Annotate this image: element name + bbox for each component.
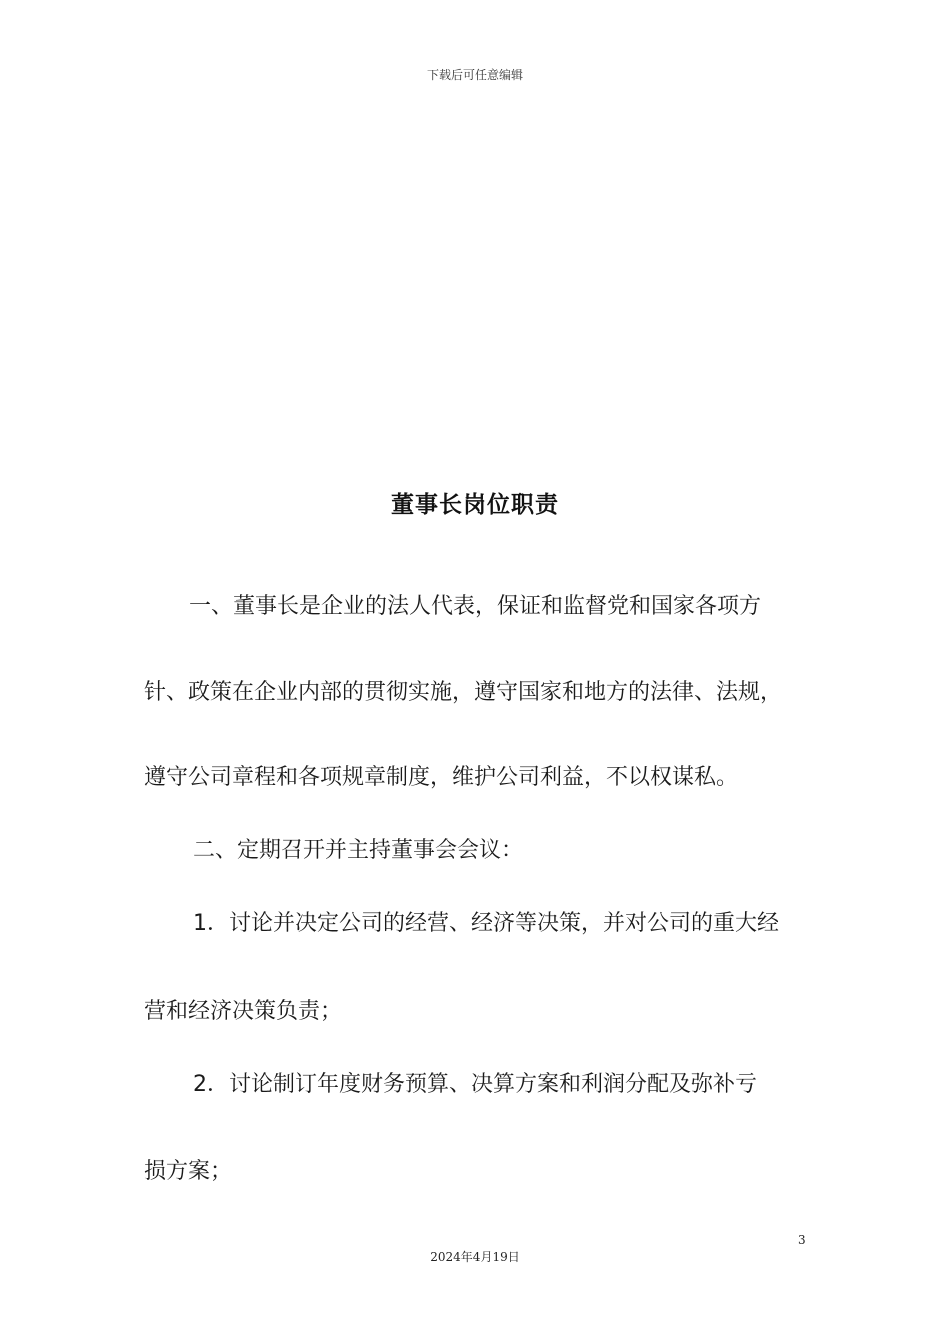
paragraph-line: 一、董事长是企业的法人代表，保证和监督党和国家各项方 [189,594,762,619]
footer-date: 2024年4月19日 [430,1250,520,1264]
paragraph-line: 损方案； [144,1159,233,1184]
paragraph-line: 二、定期召开并主持董事会会议： [193,838,524,863]
paragraph-line: 遵守公司章程和各项规章制度，维护公司利益，不以权谋私。 [144,765,739,790]
paragraph-line: 2．讨论制订年度财务预算、决算方案和利润分配及弥补亏 [193,1072,757,1097]
header-note: 下载后可任意编辑 [426,68,523,82]
paragraph-line: 1．讨论并决定公司的经营、经济等决策，并对公司的重大经 [193,911,779,936]
paragraph-line: 针、政策在企业内部的贯彻实施，遵守国家和地方的法律、法规， [144,680,783,705]
paragraph-line: 营和经济决策负责； [144,999,343,1024]
document-title: 董事长岗位职责 [391,492,559,518]
page-number: 3 [798,1233,806,1247]
